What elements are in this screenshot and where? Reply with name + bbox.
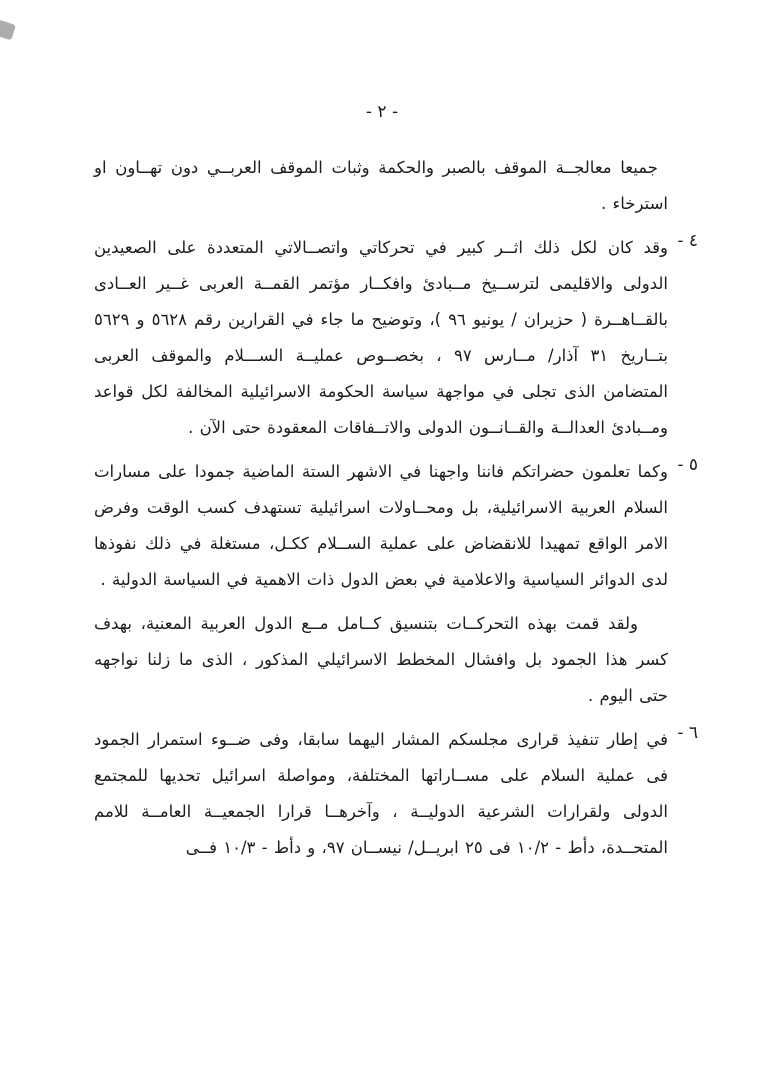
- page-number: - ٢ -: [365, 102, 399, 122]
- paragraph-continuation: [94, 150, 668, 222]
- paragraph-text: وكما تعلمون حضراتكم فاننا واجهنا في الاشهر الستة الماضية جمودا على مسارات السلام العربية الاسرائيلية، بل ومحــاولات اسرائيلية تستهدف كسب الوقت وفرض الامر الواقع تمهيدا للانقضاض على عملية الســلام ككـل، مستغلة في ذلك نفوذها لدى الدوائر السياسية والاعلامية في بعض الدول ذات الاهمية في السياسة الدولية .: [94, 462, 668, 589]
- paragraph-text: جميعا معالجــة الموقف بالصبر والحكمة وثبات الموقف العربــي دون تهــاون او استرخاء .: [94, 158, 668, 213]
- item-marker-6: ٦ -: [677, 723, 698, 743]
- list-item-6: [94, 722, 698, 866]
- list-item-4: [94, 230, 698, 446]
- paragraph-text: وقد كان لكل ذلك اثــر كبير في تحركاتي واتصــالاتي المتعددة على الصعيدين الدولى والاقليمى لترســيخ مــبادئ وافكــار مؤتمر القمــة العربى غــير العــادى بالقــاهــرة ( حزيران / يونيو ٩٦ )، وتوضيح ما جاء في القرارين رقم ٥٦٢٨ و ٥٦٢٩ بتــاريخ ٣١ آذار/ مــارس ٩٧ ، بخصــوص عمليــة الســـلام والموقف العربى المتضامن الذى تجلى في مواجهة سياسة الحكومة الاسرائيلية المخالفة لكل قواعد ومــبادئ العدالــة والقــانــون الدولى والاتــفاقات المعقودة حتى الآن .: [94, 238, 668, 437]
- list-item-5: [94, 454, 698, 598]
- item-marker-4: ٤ -: [677, 231, 698, 251]
- document-body: [94, 150, 698, 874]
- scan-artifact: [0, 20, 16, 41]
- paragraph-indented: [94, 606, 668, 714]
- paragraph-text: ولقد قمت بهذه التحركــات بتنسيق كــامل مــع الدول العربية المعنية، بهدف كسر هذا الجمود بل وافشال المخطط الاسرائيلي المذكور ، الذى ما زلنا نواجهه حتى اليوم .: [94, 614, 668, 705]
- paragraph-text: في إطار تنفيذ قرارى مجلسكم المشار اليهما سابقا، وفى ضــوء استمرار الجمود فى عملية السلام على مســاراتها المختلفة، ومواصلة اسرائيل تحديها للمجتمع الدولى ولقرارات الشرعية الدوليــة ، وآخرهــا قرارا الجمعيــة العامــة للامم المتحــدة، دأط - ١٠/٢ فى ٢٥ ابريــل/ نيســان ٩٧، و دأط - ١٠/٣ فــى: [94, 730, 668, 857]
- item-marker-5: ٥ -: [677, 455, 698, 475]
